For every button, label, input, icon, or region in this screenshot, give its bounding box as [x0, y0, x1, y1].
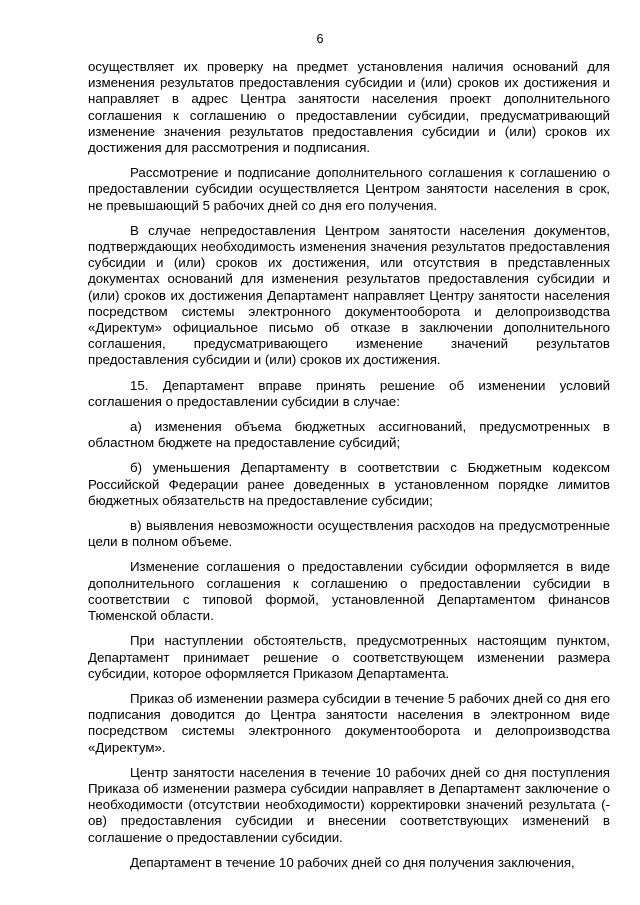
paragraph-item-b: б) уменьшения Департаменту в соответствии с Бюджетным кодексом Российской Федерации ранее доведенных в установленном порядке лимитов бюджетных обязательств на предоставление субсидии;	[88, 460, 610, 508]
paragraph-order-delivery: Приказ об изменении размера субсидии в течение 5 рабочих дней со дня его подписания доводится до Центра занятости населения в электронном виде посредством системы электронного документооборота и делопроизводства «Директум».	[88, 690, 610, 755]
paragraph-item-a: а) изменения объема бюджетных ассигнований, предусмотренных в областном бюджете на предоставление субсидий;	[88, 419, 610, 451]
page-number: 6	[316, 32, 324, 46]
paragraph-department-conclusion: Департамент в течение 10 рабочих дней со дня получения заключения,	[130, 854, 575, 870]
paragraph-review-signing: Рассмотрение и подписание дополнительного соглашения к соглашению о предоставлении субсидии осуществляется Центром занятости населения в срок, не превышающий 5 рабочих дней со дня его получения.	[88, 165, 610, 213]
paragraph-decision: При наступлении обстоятельств, предусмотренных настоящим пунктом, Департамент принимает решение о соответствующем изменении размера субсидии, которое оформляется Приказом Департамента.	[88, 633, 610, 681]
paragraph-employment-center: Центр занятости населения в течение 10 рабочих дней со дня поступления Приказа об изменении размера субсидии направляет в Департамент заключение о необходимости (отсутствии необходимости) корректировки значений результата (-ов) предоставления субсидии и внесении соответствующих изменений в соглашение о предоставлении субсидии.	[88, 764, 610, 845]
paragraph-item-v: в) выявления невозможности осуществления расходов на предусмотренные цели в полном объеме.	[88, 518, 610, 550]
paragraph-refusal: В случае непредоставления Центром занятости населения документов, подтверждающих необходимость изменения значения результатов предоставления субсидии и (или) сроков их достижения, или отсутствия в представленных документах оснований для изменения результатов предоставления субсидии и (или) сроков их достижения Департамент направляет Центру занятости населения посредством системы электронного документооборота и делопроизводства «Директум» официальное письмо об отказе в заключении дополнительного соглашения, предусматривающего изменение значений результатов предоставления субсидии и (или) сроков их достижения.	[88, 222, 610, 368]
document-body	[88, 59, 610, 880]
paragraph-clause-15: 15. Департамент вправе принять решение об изменении условий соглашения о предоставлении субсидии в случае:	[88, 377, 610, 409]
paragraph-continuation: осуществляет их проверку на предмет установления наличия оснований для изменения результатов предоставления субсидии и (или) сроков их достижения и направляет в адрес Центра занятости населения проект дополнительного соглашения к соглашению о предоставлении субсидии, предусматривающий изменение значения результатов предоставления субсидии и (или) сроков их достижения для рассмотрения и подписания.	[88, 59, 610, 156]
paragraph-amendment-form: Изменение соглашения о предоставлении субсидии оформляется в виде дополнительного соглашения к соглашению о предоставлении субсидии в соответствии с типовой формой, установленной Департаментом финансов Тюменской области.	[88, 559, 610, 624]
